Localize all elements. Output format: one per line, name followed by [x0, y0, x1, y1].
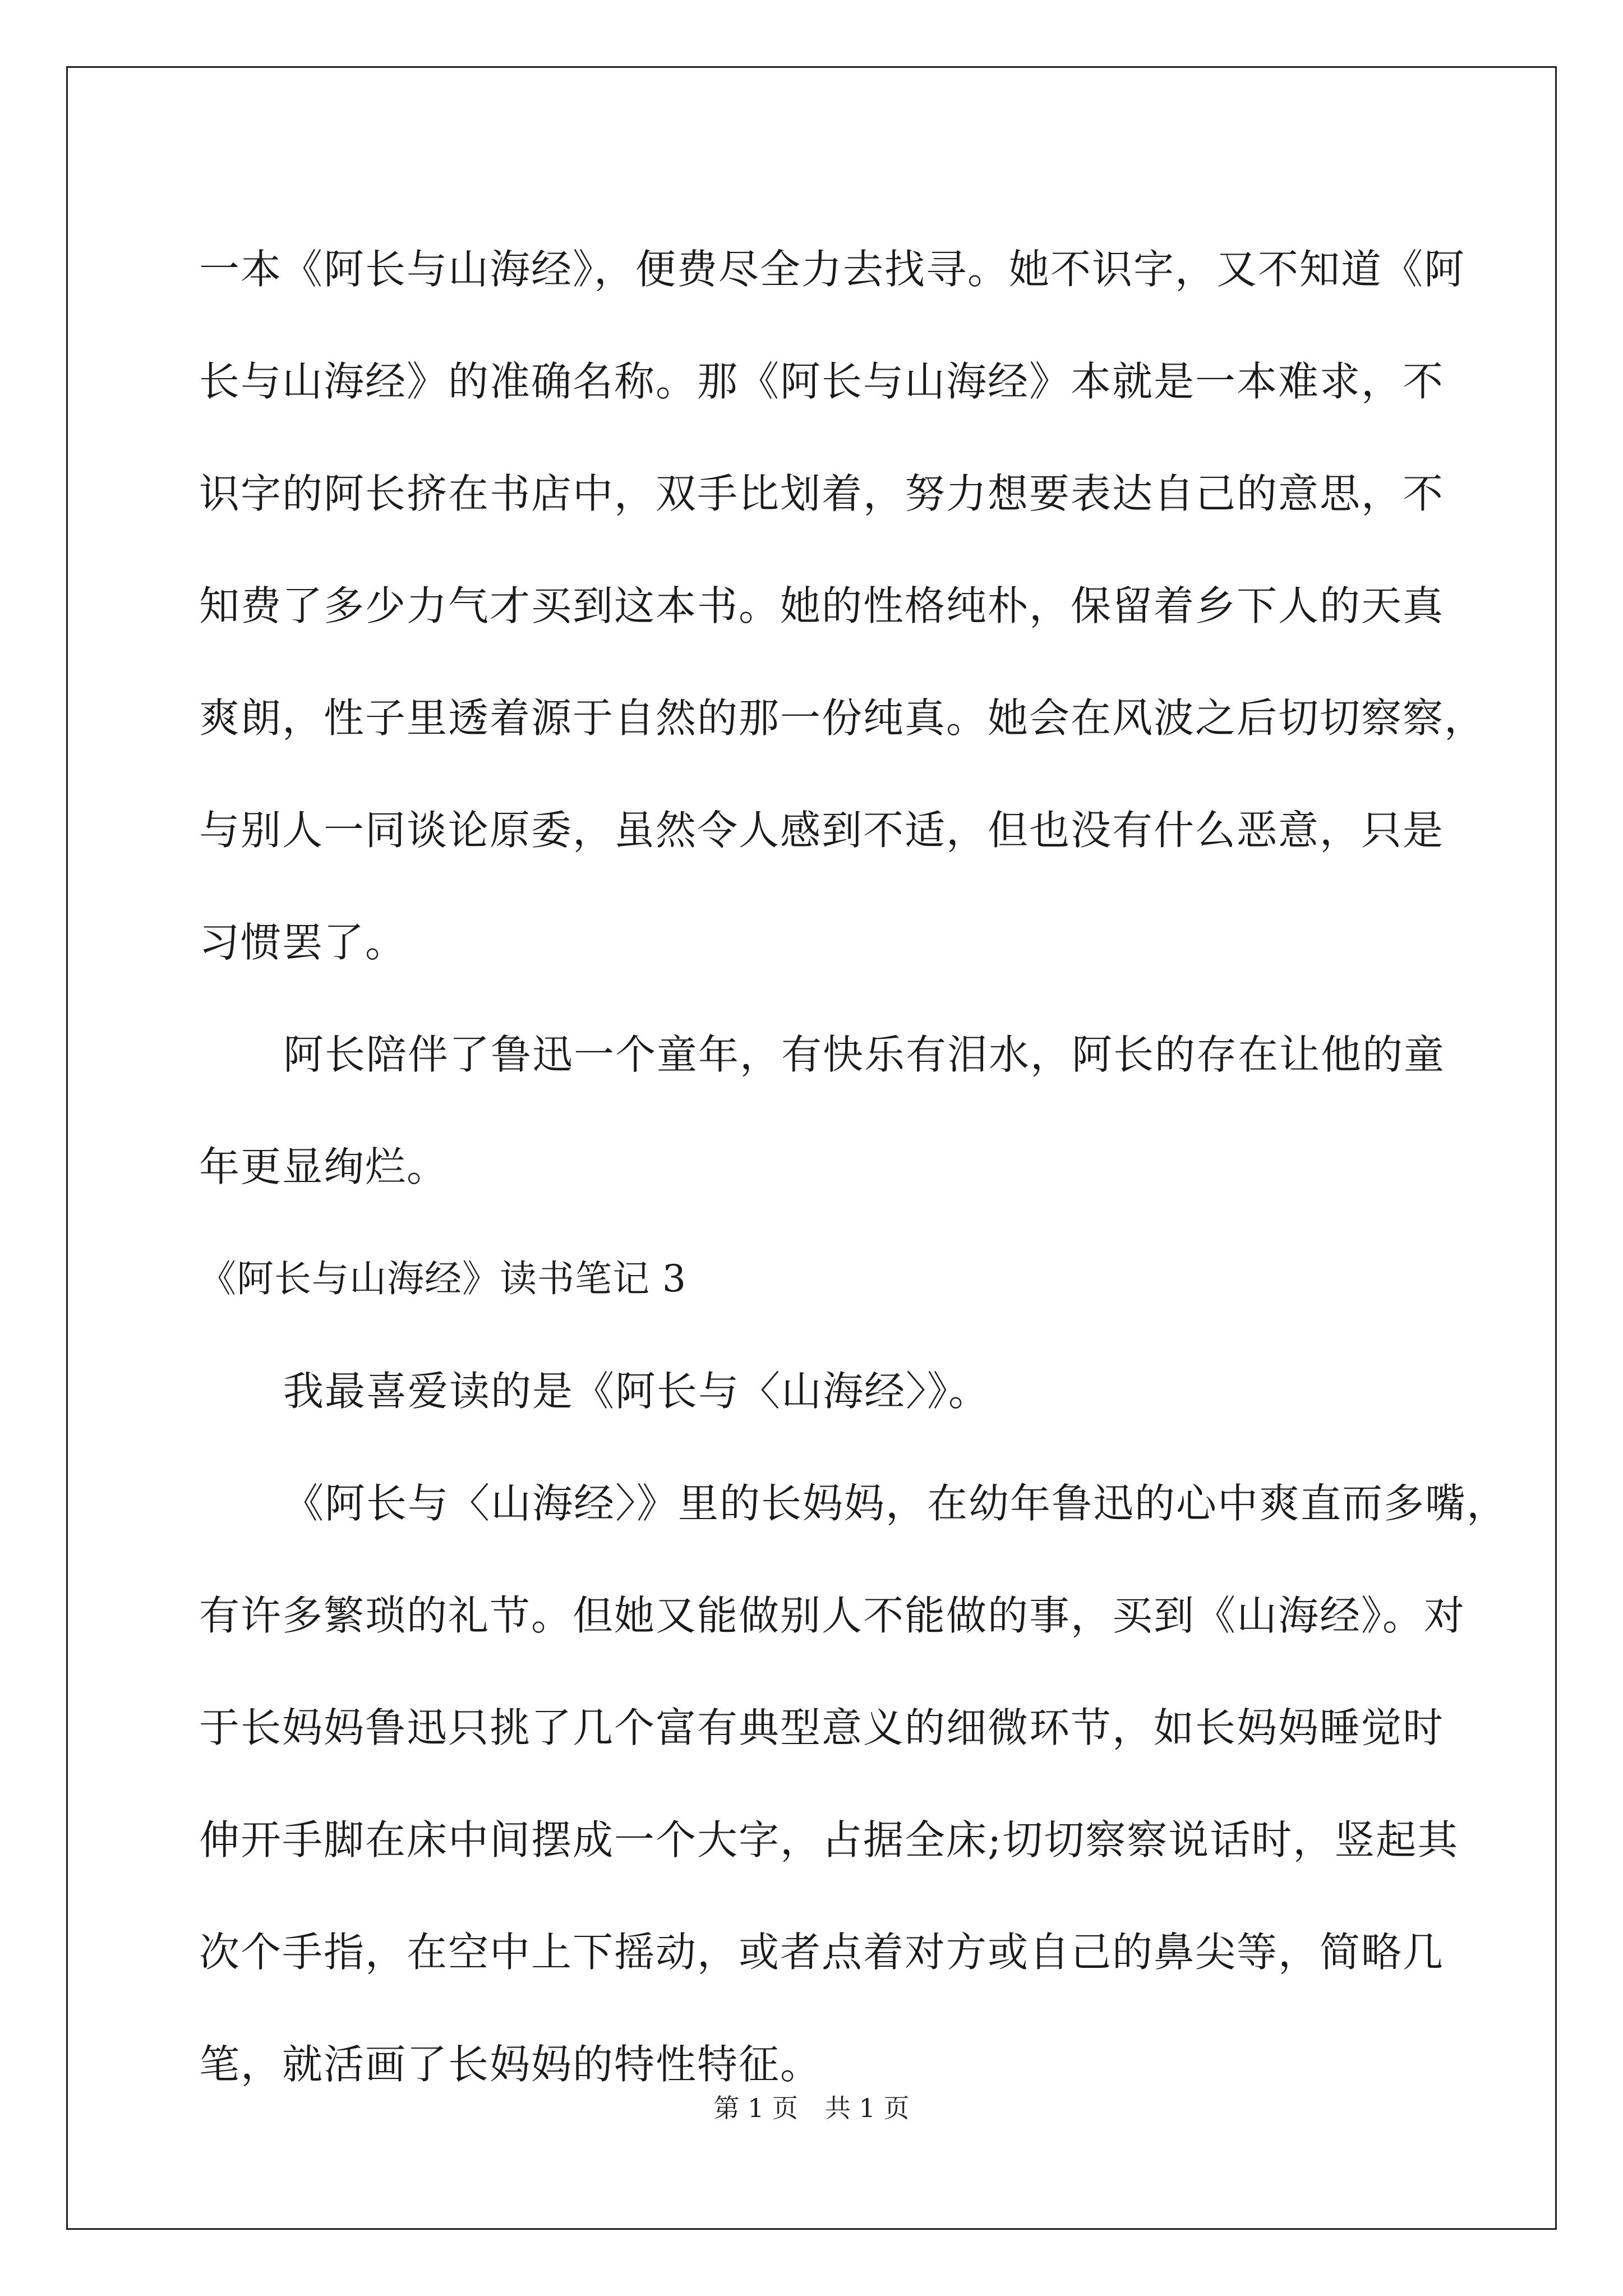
text-line: 爽朗，性子里透着源于自然的那一份纯真。她会在风波之后切切察察， — [199, 694, 1486, 742]
document-body — [199, 213, 1509, 2120]
text-line: 次个手指，在空中上下摇动，或者点着对方或自己的鼻尖等，简略几 — [199, 1929, 1445, 1976]
text-line: 知费了多少力气才买到这本书。她的性格纯朴，保留着乡下人的天真 — [199, 582, 1445, 629]
text-line: 有许多繁琐的礼节。但她又能做别人不能做的事，买到《山海经》。对 — [199, 1592, 1466, 1639]
page-footer — [0, 2091, 1623, 2125]
text-line: 习惯罢了。 — [199, 919, 407, 966]
section-heading: 《阿长与山海经》读书笔记 3 — [199, 1257, 686, 1300]
text-line: 一本《阿长与山海经》，便费尽全力去找寻。她不识字，又不知道《阿 — [199, 246, 1466, 293]
text-line: 与别人一同谈论原委，虽然令人感到不适，但也没有什么恶意，只是 — [199, 807, 1445, 854]
text-line: 笔，就活画了长妈妈的特性特征。 — [199, 2041, 822, 2088]
text-line: 伸开手脚在床中间摆成一个大字，占据全床;切切察察说话时，竖起其 — [199, 1816, 1459, 1864]
paragraph-start-line: 《阿长与〈山海经〉》里的长妈妈，在幼年鲁迅的心中爽直而多嘴， — [283, 1480, 1509, 1527]
text-line: 年更显绚烂。 — [199, 1143, 449, 1190]
text-line: 于长妈妈鲁迅只挑了几个富有典型意义的细微环节，如长妈妈睡觉时 — [199, 1704, 1445, 1751]
paragraph-start-line: 我最喜爱读的是《阿长与〈山海经〉》。 — [283, 1368, 990, 1415]
paragraph-start-line: 阿长陪伴了鲁迅一个童年，有快乐有泪水，阿长的存在让他的童 — [283, 1031, 1446, 1078]
text-line: 长与山海经》的准确名称。那《阿长与山海经》本就是一本难求，不 — [199, 358, 1445, 405]
text-line: 识字的阿长挤在书店中，双手比划着，努力想要表达自己的意思，不 — [199, 470, 1445, 517]
page-total: 共 1 页 — [825, 2093, 910, 2123]
page-number: 第 1 页 — [713, 2093, 798, 2123]
